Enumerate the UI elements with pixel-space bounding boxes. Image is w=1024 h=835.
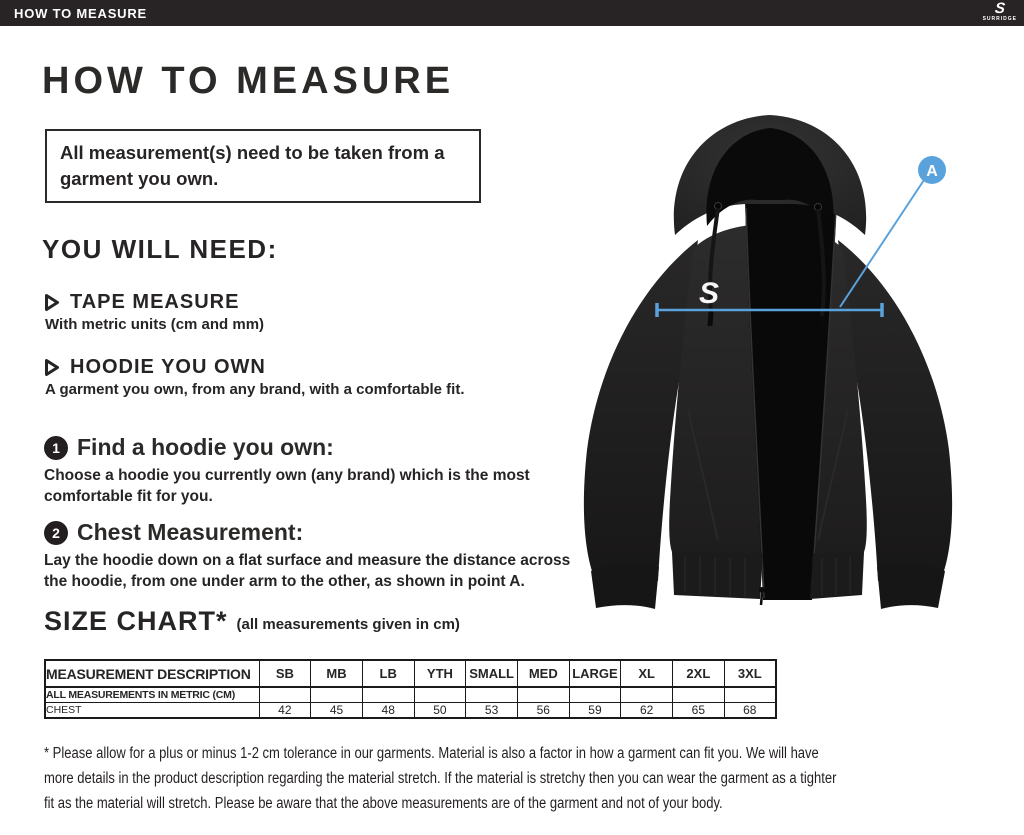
hoodie-measurement-diagram — [560, 100, 1024, 615]
table-cell — [621, 687, 673, 702]
table-cell — [259, 687, 311, 702]
step-description: Choose a hoodie you currently own (any brand) which is the most comfortable fit for you. — [44, 467, 530, 505]
table-cell: 45 — [311, 702, 363, 718]
table-cell — [724, 687, 776, 702]
table-cell: 59 — [569, 702, 621, 718]
top-bar-title: HOW TO MEASURE — [14, 5, 148, 21]
table-header-cell: YTH — [414, 660, 466, 687]
top-bar — [0, 0, 1024, 26]
table-cell — [466, 687, 518, 702]
brand-name: SURRIDGE — [982, 16, 1017, 22]
notice-box — [45, 129, 481, 203]
table-row — [45, 687, 776, 702]
table-header-cell: XL — [621, 660, 673, 687]
size-chart-heading — [44, 606, 460, 637]
table-header-row — [45, 660, 776, 687]
size-chart-title: SIZE CHART* — [44, 606, 228, 636]
table-cell: 65 — [673, 702, 725, 718]
step-1 — [44, 434, 596, 507]
table-header-cell: SB — [259, 660, 311, 687]
table-cell: 62 — [621, 702, 673, 718]
table-cell — [362, 687, 414, 702]
triangle-bullet-icon — [44, 358, 60, 377]
footnote-text: * Please allow for a plus or minus 1-2 cm tolerance in our garments. Material is also a factor in how a garment can fit you. We will have more details in the product description regarding the material stretch. If the material is stretchy then you can wear the garment as a tighter fit as the material will stretch. Please be aware that the above measurements are of the garment and not of your body. — [44, 745, 837, 812]
table-cell: 53 — [466, 702, 518, 718]
table-cell: 56 — [517, 702, 569, 718]
table-header-cell: LB — [362, 660, 414, 687]
table-cell — [414, 687, 466, 702]
step-number-badge: 2 — [44, 521, 68, 545]
table-header-cell: MB — [311, 660, 363, 687]
step-title: Find a hoodie you own: — [77, 434, 334, 460]
need-item-description: With metric units (cm and mm) — [45, 316, 265, 333]
size-chart-subtitle: (all measurements given in cm) — [236, 616, 460, 633]
surridge-s-chest-logo: S — [699, 277, 720, 310]
table-cell: 42 — [259, 702, 311, 718]
need-item-hoodie — [44, 356, 464, 398]
step-number-badge: 1 — [44, 436, 68, 460]
table-header-cell: 3XL — [724, 660, 776, 687]
step-title: Chest Measurement: — [77, 519, 304, 545]
page-title: HOW TO MEASURE — [42, 60, 455, 102]
table-cell — [517, 687, 569, 702]
triangle-bullet-icon — [44, 293, 60, 312]
need-item-description: A garment you own, from any brand, with a comfortable fit. — [45, 381, 465, 398]
surridge-s-icon: S — [993, 0, 1006, 17]
notice-text: All measurement(s) need to be taken from a garment you own. — [60, 142, 445, 189]
table-row — [45, 702, 776, 718]
point-a-label: A — [926, 163, 938, 180]
table-header-cell: SMALL — [466, 660, 518, 687]
table-cell — [569, 687, 621, 702]
hoodie-illustration — [584, 115, 952, 609]
need-item-label: TAPE MEASURE — [70, 291, 240, 313]
surridge-logo — [983, 1, 1017, 22]
step-description: Lay the hoodie down on a flat surface and measure the distance across the hoodie, from one under arm to the other, as shown in point A. — [44, 552, 571, 590]
table-header-cell: MEASUREMENT DESCRIPTION — [45, 660, 259, 687]
table-cell: ALL MEASUREMENTS IN METRIC (CM) — [45, 687, 259, 702]
need-item-label: HOODIE YOU OWN — [70, 356, 266, 378]
table-header-cell: 2XL — [673, 660, 725, 687]
table-cell — [673, 687, 725, 702]
table-cell: 68 — [724, 702, 776, 718]
table-cell — [311, 687, 363, 702]
you-will-need-title: YOU WILL NEED: — [42, 234, 278, 264]
size-chart-table — [44, 659, 777, 719]
table-cell: CHEST — [45, 702, 259, 718]
table-header-cell: MED — [517, 660, 569, 687]
table-cell: 50 — [414, 702, 466, 718]
table-header-cell: LARGE — [569, 660, 621, 687]
need-item-tape-measure — [44, 291, 264, 333]
step-2 — [44, 519, 596, 592]
table-cell: 48 — [362, 702, 414, 718]
